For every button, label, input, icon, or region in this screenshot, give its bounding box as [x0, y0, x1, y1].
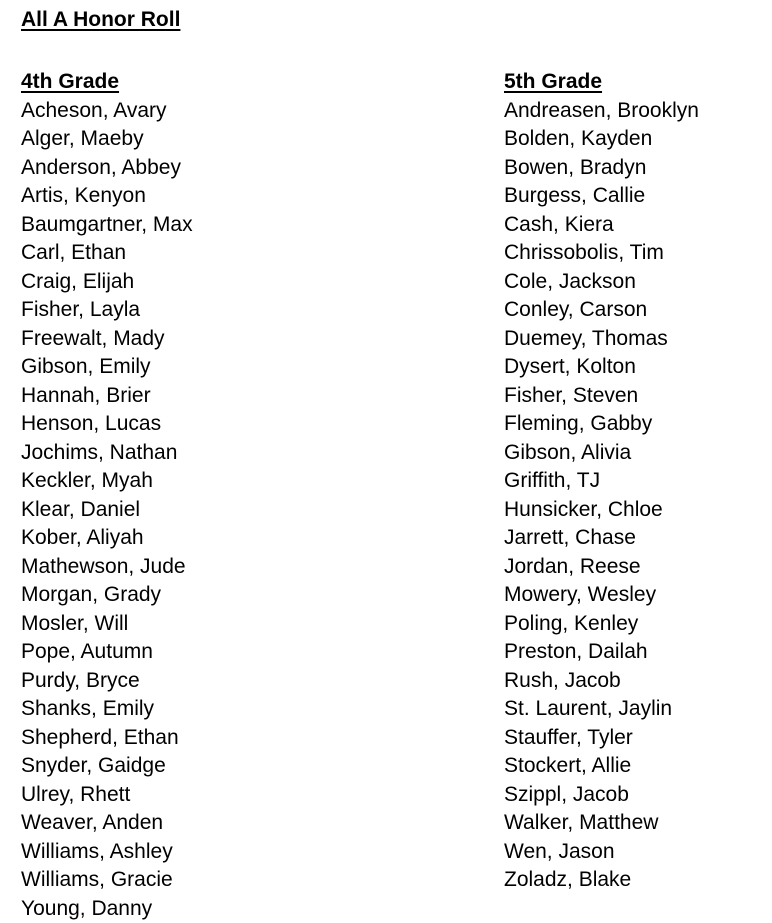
student-name: Hunsicker, Chloe	[504, 496, 699, 525]
student-name: Fisher, Layla	[21, 296, 193, 325]
student-name: Cole, Jackson	[504, 268, 699, 297]
student-name: Walker, Matthew	[504, 809, 699, 838]
student-name: Shepherd, Ethan	[21, 724, 193, 753]
student-name: Burgess, Callie	[504, 182, 699, 211]
student-name: Gibson, Alivia	[504, 439, 699, 468]
student-name: Mowery, Wesley	[504, 581, 699, 610]
student-name: Stauffer, Tyler	[504, 724, 699, 753]
grade-4-student-list	[21, 97, 193, 923]
student-name: Poling, Kenley	[504, 610, 699, 639]
student-name: Gibson, Emily	[21, 353, 193, 382]
student-name: Craig, Elijah	[21, 268, 193, 297]
student-name: Williams, Gracie	[21, 866, 193, 895]
student-name: Andreasen, Brooklyn	[504, 97, 699, 126]
student-name: Anderson, Abbey	[21, 154, 193, 183]
student-name: Bowen, Bradyn	[504, 154, 699, 183]
student-name: Szippl, Jacob	[504, 781, 699, 810]
grade-4-column	[21, 68, 193, 923]
student-name: Ulrey, Rhett	[21, 781, 193, 810]
student-name: Conley, Carson	[504, 296, 699, 325]
student-name: Alger, Maeby	[21, 125, 193, 154]
student-name: Artis, Kenyon	[21, 182, 193, 211]
student-name: Jordan, Reese	[504, 553, 699, 582]
student-name: Griffith, TJ	[504, 467, 699, 496]
student-name: Mosler, Will	[21, 610, 193, 639]
student-name: Dysert, Kolton	[504, 353, 699, 382]
student-name: Pope, Autumn	[21, 638, 193, 667]
student-name: Morgan, Grady	[21, 581, 193, 610]
student-name: Preston, Dailah	[504, 638, 699, 667]
student-name: Freewalt, Mady	[21, 325, 193, 354]
student-name: Zoladz, Blake	[504, 866, 699, 895]
student-name: Mathewson, Jude	[21, 553, 193, 582]
student-name: Rush, Jacob	[504, 667, 699, 696]
student-name: Young, Danny	[21, 895, 193, 923]
student-name: Carl, Ethan	[21, 239, 193, 268]
student-name: Williams, Ashley	[21, 838, 193, 867]
student-name: Kober, Aliyah	[21, 524, 193, 553]
student-name: Bolden, Kayden	[504, 125, 699, 154]
student-name: Henson, Lucas	[21, 410, 193, 439]
student-name: Keckler, Myah	[21, 467, 193, 496]
student-name: Baumgartner, Max	[21, 211, 193, 240]
grade-5-heading: 5th Grade	[504, 68, 699, 97]
student-name: Jochims, Nathan	[21, 439, 193, 468]
student-name: Weaver, Anden	[21, 809, 193, 838]
student-name: Snyder, Gaidge	[21, 752, 193, 781]
grade-4-heading: 4th Grade	[21, 68, 193, 97]
student-name: Duemey, Thomas	[504, 325, 699, 354]
student-name: Cash, Kiera	[504, 211, 699, 240]
student-name: Stockert, Allie	[504, 752, 699, 781]
grade-5-student-list	[504, 97, 699, 895]
student-name: Acheson, Avary	[21, 97, 193, 126]
student-name: Klear, Daniel	[21, 496, 193, 525]
student-name: Purdy, Bryce	[21, 667, 193, 696]
student-name: Jarrett, Chase	[504, 524, 699, 553]
student-name: Fisher, Steven	[504, 382, 699, 411]
grade-5-column	[504, 68, 699, 895]
student-name: St. Laurent, Jaylin	[504, 695, 699, 724]
student-name: Chrissobolis, Tim	[504, 239, 699, 268]
student-name: Wen, Jason	[504, 838, 699, 867]
student-name: Shanks, Emily	[21, 695, 193, 724]
document-title: All A Honor Roll	[21, 6, 180, 34]
student-name: Hannah, Brier	[21, 382, 193, 411]
student-name: Fleming, Gabby	[504, 410, 699, 439]
